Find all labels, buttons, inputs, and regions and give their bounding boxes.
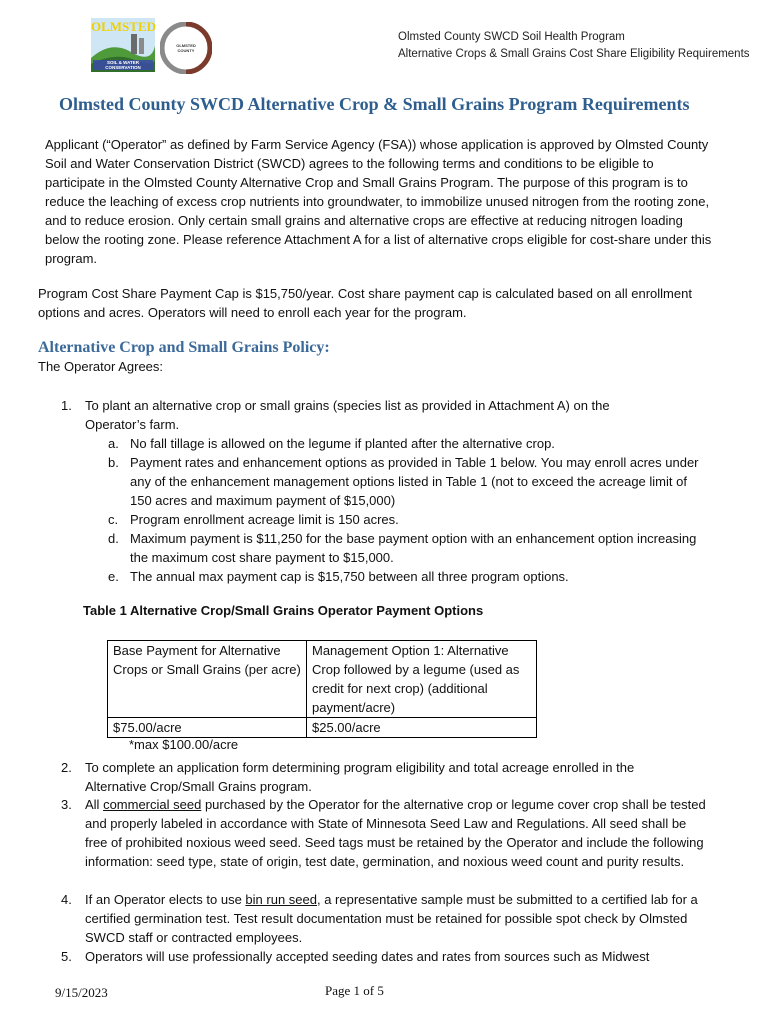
item-text [85,795,711,871]
commercial-seed-link[interactable]: commercial seed [103,797,202,812]
bin-run-seed-link[interactable]: bin run seed [245,892,317,907]
item-text-rest: , a representative sample must be submitted to a certified lab for a certified germination test. Test result documentation must be retained for possible spot check by Olmsted SWCD staff or contracted employees. [85,892,698,945]
sub-item-text: No fall tillage is allowed on the legume if planted after the alternative crop. [130,436,555,451]
item-number: 1. [61,398,72,413]
sub-item-letter: b. [108,455,119,470]
table-header-cell: Management Option 1: Alternative Crop followed by a legume (used as credit for next crop) (additional payment/acre) [307,641,537,718]
sub-list-item [108,510,708,529]
table-cell: $25.00/acre [307,718,537,738]
item-text [85,890,701,947]
sub-item-text: Payment rates and enhancement options as provided in Table 1 below. You may enroll acres under any of the enhancement management options listed in Table 1 (not to exceed the acreage limit of 150 acres and maximum payment of $15,000) [130,455,699,508]
footer-page-number: Page 1 of 5 [325,983,384,998]
item-text-rest: purchased by the Operator for the alternative crop or legume cover crop shall be tested and properly labeled in accordance with State of Minnesota Seed Law and Regulations. All seed shall be free of prohibited noxious weed seed. Seed tags must be retained by the Operator and include the following information: seed type, state of origin, test date, germination, and noxious weed count and purity results. [85,797,706,869]
document-title: Olmsted County SWCD Alternative Crop & Small Grains Program Requirements [59,94,690,114]
policy-heading: Alternative Crop and Small Grains Policy: [38,339,330,356]
sub-item-text: Program enrollment acreage limit is 150 acres. [130,512,399,527]
olmsted-swcd-logo [91,18,155,72]
sub-item-text: The annual max payment cap is $15,750 between all three program options. [130,569,569,584]
intro-paragraph: Applicant (“Operator” as defined by Farm Service Agency (FSA)) whose application is approved by Olmsted County Soil and Water Conservation District (SWCD) agrees to the following terms and conditions to be eligible to participate in the Olmsted County Alternative Crop and Small Grains Program. The purpose of this program is to reduce the leaching of excess crop nutrients into groundwater, to immobilize unused nitrogen from the rooting zone, and to reduce erosion. Only certain small grains and alternative crops are effective at reducing nitrogen loading below the rooting zone. Please reference Attachment A for a list of alternative crops eligible for cost-share under this program. [45,137,712,266]
header-line-1: Olmsted County SWCD Soil Health Program [398,31,625,43]
table-max-note: *max $100.00/acre [129,737,239,752]
item-text: To plant an alternative crop or small grains (species list as provided in Attachment A) on the Operator’s farm. [85,398,610,432]
list-item [61,396,661,434]
sub-item-letter: e. [108,569,119,584]
logo-wordmark: OLMSTED [91,19,157,34]
table-caption: Table 1 Alternative Crop/Small Grains Operator Payment Options [83,603,484,618]
sub-item-letter: c. [108,512,119,527]
payment-options-table [107,640,537,738]
sub-item-letter: a. [108,436,119,451]
footer-date: 9/15/2023 [55,985,108,1000]
sub-list-item [108,453,708,510]
sub-item-text: Maximum payment is $11,250 for the base payment option with an enhancement option increasing the maximum cost share payment to $15,000. [130,531,697,565]
table-cell: $75.00/acre [108,718,307,738]
item-text: To complete an application form determining program eligibility and total acreage enrolled in the Alternative Crop/Small Grains program. [85,760,635,794]
list-item [61,890,701,947]
table-header-cell: Base Payment for Alternative Crops or Small Grains (per acre) [108,641,307,718]
olmsted-county-seal [160,22,212,74]
sub-item-letter: d. [108,531,119,546]
sub-list-item [108,434,708,453]
header-line-2: Alternative Crops & Small Grains Cost Share Eligibility Requirements [398,48,750,60]
table-header-row [108,641,537,718]
list-item [61,947,711,966]
item-number: 5. [61,949,72,964]
item-text-pre: All [85,797,104,812]
sub-list-item [108,529,708,567]
seal-text: OLMSTED COUNTY [176,43,196,53]
table-row [108,718,537,738]
list-item [61,795,711,871]
operator-agrees-label: The Operator Agrees: [38,359,164,374]
sub-list-item [108,567,708,586]
payment-cap-paragraph: Program Cost Share Payment Cap is $15,750/year. Cost share payment cap is calculated based on all enrollment options and acres. Operators will need to enroll each year for the program. [38,286,692,320]
logo-subtext: SOIL & WATER CONSERVATION [105,60,141,70]
list-item [61,758,691,796]
item-number: 2. [61,760,72,775]
item-text-pre: If an Operator elects to use [85,892,246,907]
item-number: 3. [61,797,72,812]
item-number: 4. [61,892,72,907]
item-text: Operators will use professionally accepted seeding dates and rates from sources such as Midwest [85,949,650,964]
running-header [398,29,750,63]
